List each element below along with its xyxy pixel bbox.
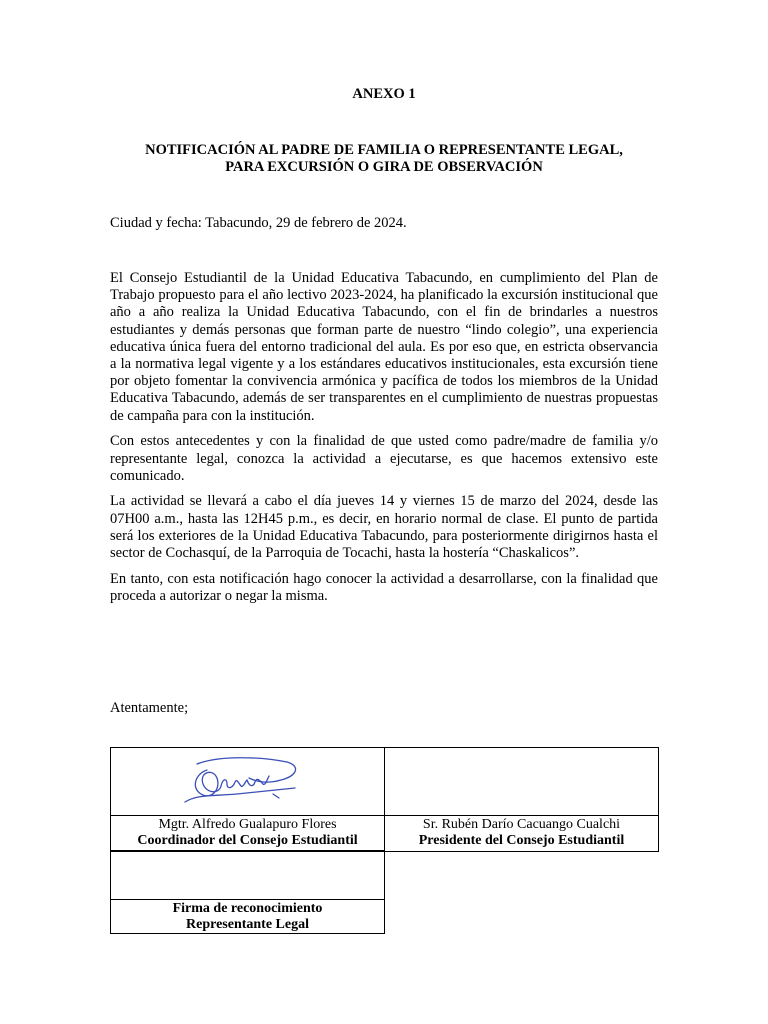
annex-heading: ANEXO 1 [352,86,416,102]
signer-role: Coordinador del Consejo Estudiantil [137,833,358,848]
paragraph: Con estos antecedentes y con la finalidad de que usted como padre/madre de familia y/o representante legal, conozca la actividad a ejecutarse, es que hacemos extensivo este comunicado. [110,433,658,484]
signer-name: Mgtr. Alfredo Gualapuro Flores [158,817,337,832]
title-line-1: NOTIFICACIÓN AL PADRE DE FAMILIA O REPRESENTANTE LEGAL, [145,142,623,158]
ack-line-1: Firma de reconocimiento [172,900,323,916]
body-text [110,270,658,614]
paragraph: La actividad se llevará a cabo el día jueves 14 y viernes 15 de marzo del 2024, desde las 07H00 a.m., hasta las 12H45 p.m., es decir, en horario normal de clase. El punto de partida será los exteriores de la Unidad Educativa Tabacundo, para posteriormente dirigirnos hasta el sector de Cochasquí, de la Parroquia de Tocachi, hasta la hostería “Chaskalicos”. [110,493,658,562]
signature-box-representative [111,851,385,900]
paragraph: El Consejo Estudiantil de la Unidad Educativa Tabacundo, en cumplimiento del Plan de Trabajo propuesto para el año lectivo 2023-2024, ha planificado la excursión institucional que año a año realiza la Unidad Educativa Tabacundo, con el fin de brindarles a nuestros estudiantes y demás personas que forman parte de nuestro “lindo colegio”, una experiencia educativa única fuera del entorno tradicional del aula. Es por eso que, en estricta observancia a la normativa legal vigente y a los estándares educativos institucionales, esta excursión tiene por objeto fomentar la convivencia armónica y pacífica de todos los miembros de la Unidad Educativa Tabacundo, además de ser transparentes en el cumplimiento de nuestras propuestas de campaña para con la institución. [110,270,658,424]
title-line-2: PARA EXCURSIÓN O GIRA DE OBSERVACIÓN [225,159,543,175]
document-title [100,142,668,176]
handwritten-signature [177,754,307,812]
acknowledgement-label [111,900,385,934]
acknowledgement-table [110,850,385,934]
closing-line: Atentamente; [110,700,189,716]
signer-coordinator [111,816,385,852]
signer-role: Presidente del Consejo Estudiantil [418,833,625,848]
signature-box-president [385,748,659,816]
signer-president [385,816,659,852]
ack-line-2: Representante Legal [186,916,309,932]
signer-name: Sr. Rubén Darío Cacuango Cualchi [422,817,621,832]
signature-table [110,747,659,852]
signature-box-coordinator [111,748,385,816]
date-line: Ciudad y fecha: Tabacundo, 29 de febrero de 2024. [110,215,407,231]
paragraph: En tanto, con esta notificación hago conocer la actividad a desarrollarse, con la finalidad que proceda a autorizar o negar la misma. [110,570,658,604]
